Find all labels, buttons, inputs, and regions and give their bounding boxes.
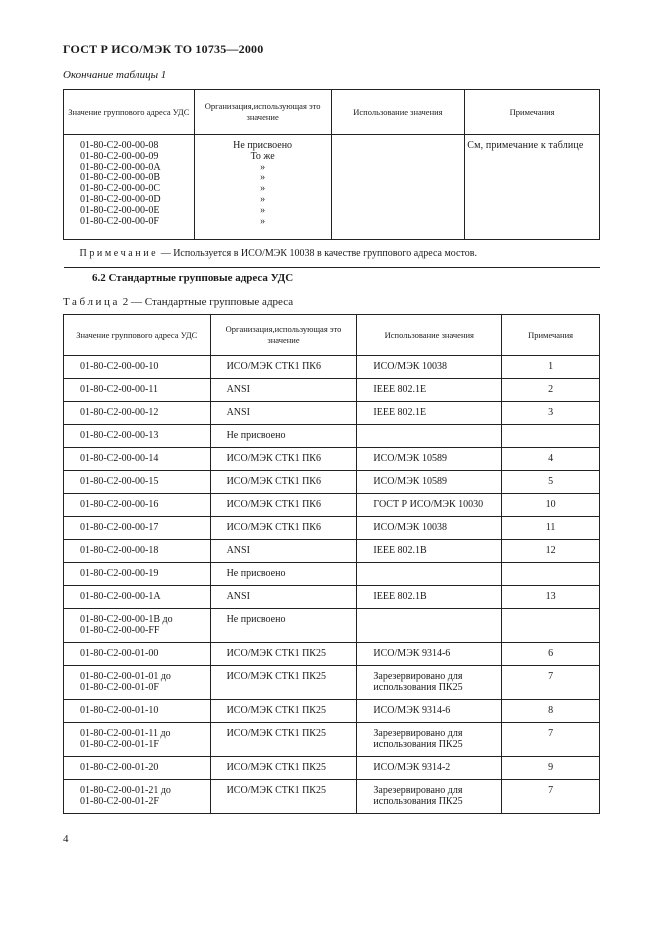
table2-usage-cell [357, 540, 502, 563]
table2-address-cell-line: 01-80-С2-00-01-11 до [80, 728, 171, 739]
table2-usage-cell [357, 448, 502, 471]
table2-note-cell-line: 9 [548, 762, 554, 773]
table2-row [64, 723, 600, 757]
table2-note-cell-line: 8 [548, 705, 554, 716]
table2-note-cell-line: 7 [548, 728, 554, 739]
table2-address-cell [64, 425, 211, 448]
table1 [63, 89, 600, 268]
table2-usage-cell-line: ИСО/МЭК 9314-6 [373, 648, 451, 659]
table2-usage-cell [357, 425, 502, 448]
table2-row [64, 356, 600, 379]
table1-footnote [64, 240, 600, 268]
table2-address-cell-line: 01-80-С2-00-00-14 [80, 453, 159, 464]
table2-note-cell [502, 494, 600, 517]
table2-org-cell-line: ИСО/МЭК СТК1 ПК25 [226, 762, 326, 773]
table2-note-cell [502, 757, 600, 780]
table2-org-cell [210, 448, 357, 471]
table2-usage-cell-line: IEEE 802.1E [373, 384, 427, 395]
table1-header-org: Организация,использующая это значение [194, 90, 331, 135]
table2-org-cell-line: ИСО/МЭК СТК1 ПК6 [226, 453, 321, 464]
table2-address-cell-line: 01-80-С2-00-00-10 [80, 361, 159, 372]
table2-caption-text: 2 — Стандартные групповые адреса [122, 296, 294, 308]
table2-usage-cell-line: ИСО/МЭК 9314-2 [373, 762, 451, 773]
table1-org: То же [250, 150, 275, 162]
table2-usage-cell [357, 517, 502, 540]
table2-note-cell [502, 471, 600, 494]
footnote-text: — Используется в ИСО/МЭК 10038 в качестве группового адреса мостов. [160, 248, 477, 259]
table2-address-cell [64, 666, 211, 700]
table2-org-cell-line: ANSI [226, 591, 250, 602]
table2-note-cell-line: 5 [548, 476, 554, 487]
table2-note-cell [502, 402, 600, 425]
table2-address-cell [64, 780, 211, 814]
table2-org-cell [210, 356, 357, 379]
table2-address-cell [64, 402, 211, 425]
table2-header-notes: Примечания [502, 315, 600, 356]
table2-row [64, 586, 600, 609]
table2-org-cell [210, 609, 357, 643]
table2-address-cell [64, 609, 211, 643]
table2-body [64, 356, 600, 814]
table2-header-address: Значение группового адреса УДС [64, 315, 211, 356]
table2-usage-cell [357, 643, 502, 666]
table2-row [64, 540, 600, 563]
table2-usage-cell-line: ГОСТ Р ИСО/МЭК 10030 [373, 499, 484, 510]
table2-row [64, 609, 600, 643]
table2-usage-cell [357, 356, 502, 379]
table2-org-cell-line: ИСО/МЭК СТК1 ПК25 [226, 671, 326, 682]
table1-address: 01-80-С2-00-00-0B [80, 172, 160, 184]
table2-usage-cell-line: Зарезервировано для [373, 728, 463, 739]
table2-address-cell-line: 01-80-С2-00-01-0F [80, 681, 159, 693]
table2-address-cell-line: 01-80-С2-00-00-FF [80, 624, 160, 636]
page-number: 4 [63, 833, 69, 845]
table2-note-cell-line: 10 [545, 499, 556, 510]
table2-org-cell [210, 757, 357, 780]
table1-body-row [64, 135, 600, 240]
table2-org-cell [210, 402, 357, 425]
table2-row [64, 780, 600, 814]
table2-address-cell [64, 448, 211, 471]
table1-org: » [260, 183, 266, 195]
table2-usage-cell-line: ИСО/МЭК 10038 [373, 361, 447, 372]
table2-usage-cell [357, 700, 502, 723]
table2-address-cell-line: 01-80-С2-00-01-10 [80, 705, 159, 716]
document-header: ГОСТ Р ИСО/МЭК ТО 10735—2000 [63, 42, 264, 56]
table2-org-cell [210, 643, 357, 666]
table2-address-cell [64, 643, 211, 666]
table2-org-cell-line: Не присвоено [226, 614, 286, 625]
table1-note-cell: См, примечание к таблице [465, 135, 600, 240]
table2-note-cell [502, 448, 600, 471]
table2-org-cell-line: ИСО/МЭК СТК1 ПК6 [226, 476, 321, 487]
table2-org-cell [210, 666, 357, 700]
table2-usage-cell-line: IEEE 802.1B [373, 591, 427, 602]
table2-org-cell-line: ANSI [226, 384, 250, 395]
footnote-label: Примечание [79, 248, 159, 259]
table2-note-cell-line: 3 [548, 407, 554, 418]
table2-row [64, 402, 600, 425]
table2-address-cell-line: 01-80-С2-00-00-15 [80, 476, 159, 487]
table2-address-cell-line: 01-80-С2-00-01-20 [80, 762, 159, 773]
table2-row [64, 700, 600, 723]
table2-org-cell-line: ИСО/МЭК СТК1 ПК25 [226, 785, 326, 796]
table1-org: » [260, 204, 266, 216]
table2-usage-cell-line: ИСО/МЭК 10038 [373, 522, 447, 533]
table1-header-row [64, 90, 600, 135]
table2-org-cell [210, 563, 357, 586]
table2-note-cell-line: 7 [548, 671, 554, 682]
table1-footnote-row [64, 240, 600, 268]
table2-note-cell [502, 563, 600, 586]
table1-caption: Окончание таблицы 1 [63, 69, 167, 81]
table2-address-cell-line: 01-80-С2-00-01-2F [80, 795, 159, 807]
table1-address: 01-80-С2-00-00-0E [80, 204, 160, 216]
table2-row [64, 757, 600, 780]
table2-note-cell-line: 13 [545, 591, 556, 602]
table2-org-cell [210, 494, 357, 517]
table2-usage-cell-line: IEEE 802.1E [373, 407, 427, 418]
table2-org-cell [210, 517, 357, 540]
table2-note-cell [502, 425, 600, 448]
table2-note-cell [502, 379, 600, 402]
table2-address-cell [64, 494, 211, 517]
table2-usage-cell [357, 379, 502, 402]
table1-address: 01-80-С2-00-00-0A [80, 161, 161, 173]
table2-usage-cell-line: использования ПК25 [373, 738, 463, 750]
table2-note-cell-line: 11 [545, 522, 556, 533]
table2-address-cell-line: 01-80-С2-00-00-12 [80, 407, 159, 418]
table2-org-cell-line: Не присвоено [226, 568, 286, 579]
table2-org-cell [210, 700, 357, 723]
table1-header-notes: Примечания [465, 90, 600, 135]
table2-usage-cell [357, 563, 502, 586]
table2-usage-cell [357, 757, 502, 780]
table2-address-cell [64, 700, 211, 723]
table2-org-cell [210, 471, 357, 494]
table2-org-cell-line: ИСО/МЭК СТК1 ПК25 [226, 728, 326, 739]
table2-org-cell-line: ИСО/МЭК СТК1 ПК6 [226, 522, 321, 533]
table2-usage-cell [357, 494, 502, 517]
table2-org-cell [210, 780, 357, 814]
table2-usage-cell [357, 723, 502, 757]
table2-row [64, 517, 600, 540]
table2-address-cell [64, 517, 211, 540]
table2-address-cell-line: 01-80-С2-00-00-11 [80, 384, 158, 395]
table1-usage-cell [331, 135, 465, 240]
table2-address-cell-line: 01-80-С2-00-01-01 до [80, 671, 171, 682]
table2-note-cell [502, 609, 600, 643]
table1-address: 01-80-С2-00-00-09 [80, 150, 159, 162]
table2-address-cell [64, 540, 211, 563]
table1-address: 01-80-С2-00-00-0D [80, 193, 161, 205]
table2-note-cell [502, 517, 600, 540]
table1-org: Не присвоено [233, 140, 293, 151]
table2-note-cell-line: 1 [548, 361, 554, 372]
table2-org-cell-line: ИСО/МЭК СТК1 ПК6 [226, 499, 321, 510]
table2-address-cell [64, 563, 211, 586]
table2-row [64, 471, 600, 494]
table2-usage-cell [357, 666, 502, 700]
table2-address-cell [64, 757, 211, 780]
table2-org-cell [210, 425, 357, 448]
table2-address-cell-line: 01-80-С2-00-01-1F [80, 738, 159, 750]
table2-row [64, 643, 600, 666]
table2-usage-cell-line: использования ПК25 [373, 681, 463, 693]
table2-row [64, 494, 600, 517]
table2-org-cell-line: ИСО/МЭК СТК1 ПК6 [226, 361, 321, 372]
table2-note-cell-line: 2 [548, 384, 554, 395]
table1-header-usage: Использование значения [331, 90, 465, 135]
table1-org: » [260, 172, 266, 184]
table2-header-usage: Использование значения [357, 315, 502, 356]
table2-usage-cell-line: использования ПК25 [373, 795, 463, 807]
table2-address-cell [64, 379, 211, 402]
table2-usage-cell-line: Зарезервировано для [373, 671, 463, 682]
table2-address-cell [64, 356, 211, 379]
table2-address-cell-line: 01-80-С2-00-00-18 [80, 545, 159, 556]
table2-address-cell-line: 01-80-С2-00-00-16 [80, 499, 159, 510]
table2-org-cell-line: ANSI [226, 545, 250, 556]
table1-header-address: Значение группового адреса УДС [64, 90, 195, 135]
table2-usage-cell [357, 586, 502, 609]
table2-usage-cell [357, 609, 502, 643]
table2-note-cell [502, 586, 600, 609]
table2-org-cell [210, 586, 357, 609]
table2-note-cell [502, 723, 600, 757]
table1-org-cell [194, 135, 331, 240]
table1-address-cell [64, 135, 195, 240]
table1-org: » [260, 193, 266, 205]
section-title: 6.2 Стандартные групповые адреса УДС [92, 272, 294, 284]
table2-address-cell-line: 01-80-С2-00-01-00 [80, 648, 159, 659]
table2-note-cell [502, 666, 600, 700]
table2-org-cell [210, 723, 357, 757]
table1-org: » [260, 161, 266, 173]
table2-org-cell-line: ANSI [226, 407, 250, 418]
table2-note-cell [502, 780, 600, 814]
table1-address: 01-80-С2-00-00-08 [80, 140, 159, 151]
table2-caption [63, 296, 293, 308]
table1-address: 01-80-С2-00-00-0C [80, 183, 160, 195]
table2-usage-cell-line: Зарезервировано для [373, 785, 463, 796]
table1-address: 01-80-С2-00-00-0F [80, 215, 159, 227]
table2-org-cell [210, 540, 357, 563]
table2 [63, 314, 600, 814]
table2-note-cell [502, 540, 600, 563]
table2-note-cell-line: 12 [545, 545, 556, 556]
table2-address-cell [64, 586, 211, 609]
table2-note-cell-line: 4 [548, 453, 554, 464]
table2-usage-cell-line: ИСО/МЭК 9314-6 [373, 705, 451, 716]
table2-usage-cell-line: ИСО/МЭК 10589 [373, 476, 447, 487]
table2-address-cell-line: 01-80-С2-00-00-1B до [80, 614, 173, 625]
table2-usage-cell [357, 402, 502, 425]
table2-org-cell-line: ИСО/МЭК СТК1 ПК25 [226, 705, 326, 716]
table2-header-org: Организация,использующая это значение [210, 315, 357, 356]
table2-caption-label: Таблица [63, 296, 120, 308]
table2-usage-cell [357, 780, 502, 814]
table2-usage-cell [357, 471, 502, 494]
table2-note-cell [502, 700, 600, 723]
table2-row [64, 425, 600, 448]
table2-address-cell-line: 01-80-С2-00-00-17 [80, 522, 159, 533]
table2-row [64, 666, 600, 700]
table2-header-row [64, 315, 600, 356]
table2-note-cell [502, 643, 600, 666]
table2-address-cell-line: 01-80-С2-00-00-1A [80, 591, 161, 602]
table2-org-cell-line: Не присвоено [226, 430, 286, 441]
table2-address-cell [64, 471, 211, 494]
table2-note-cell-line: 6 [548, 648, 554, 659]
table2-org-cell-line: ИСО/МЭК СТК1 ПК25 [226, 648, 326, 659]
table2-note-cell [502, 356, 600, 379]
table2-note-cell-line: 7 [548, 785, 554, 796]
table2-address-cell-line: 01-80-С2-00-00-13 [80, 430, 159, 441]
table2-row [64, 563, 600, 586]
table2-address-cell-line: 01-80-С2-00-00-19 [80, 568, 159, 579]
table2-usage-cell-line: IEEE 802.1B [373, 545, 427, 556]
table2-row [64, 379, 600, 402]
table2-address-cell-line: 01-80-С2-00-01-21 до [80, 785, 171, 796]
table1-org: » [260, 215, 266, 227]
table2-address-cell [64, 723, 211, 757]
table2-usage-cell-line: ИСО/МЭК 10589 [373, 453, 447, 464]
table2-row [64, 448, 600, 471]
table2-org-cell [210, 379, 357, 402]
